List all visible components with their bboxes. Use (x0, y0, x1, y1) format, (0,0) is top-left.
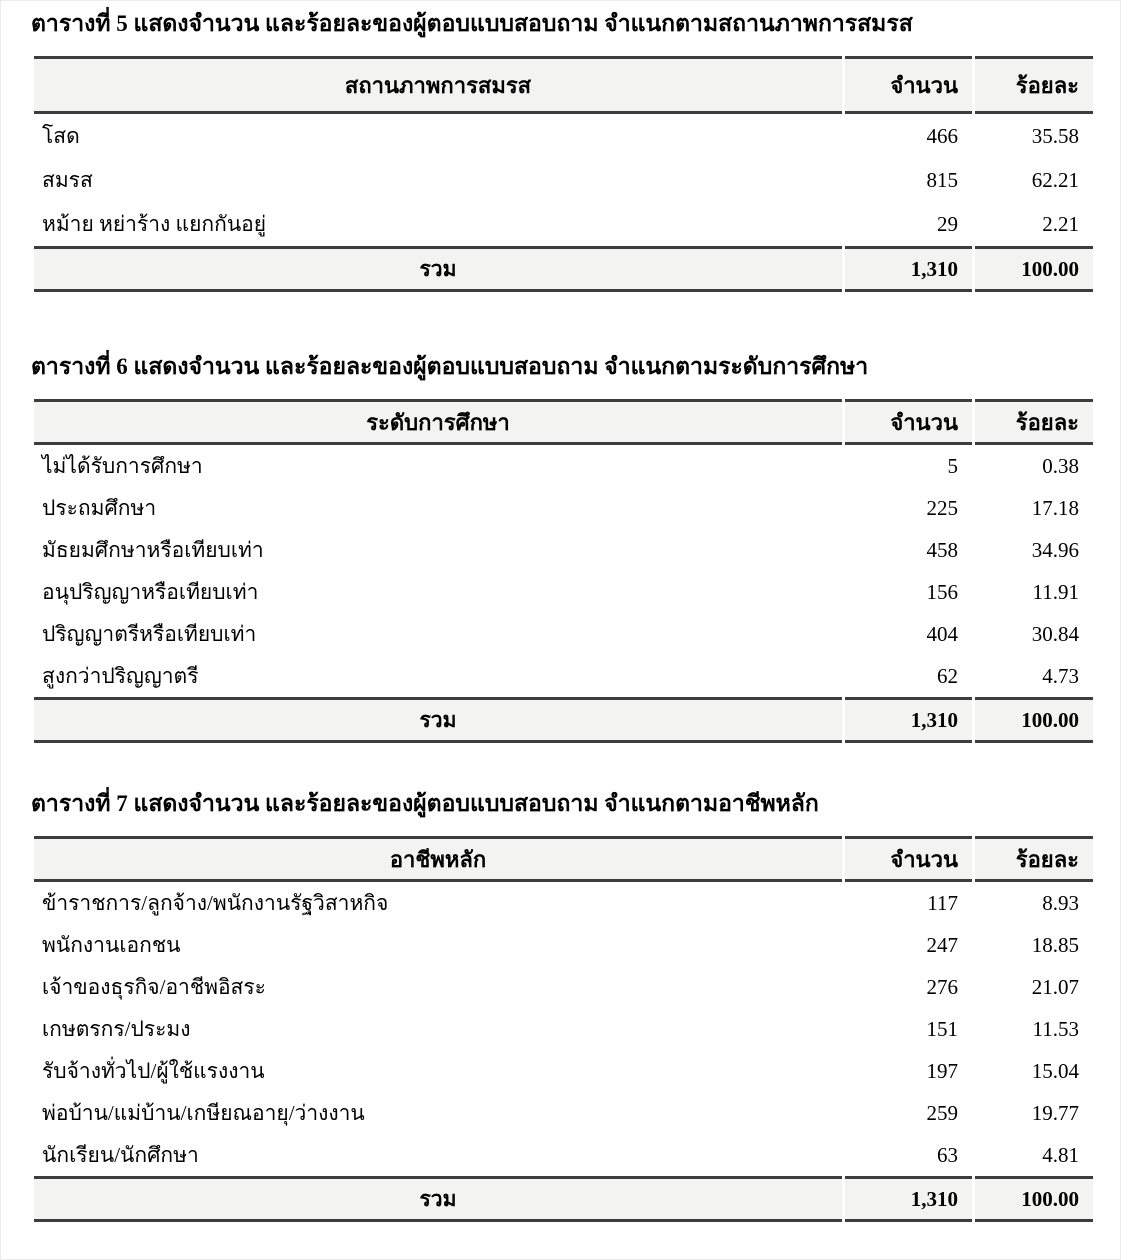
header-cell-percent: ร้อยละ (975, 399, 1093, 445)
percent-cell: 15.04 (975, 1050, 1093, 1092)
table-7-header-row (34, 836, 1093, 882)
count-cell: 259 (845, 1092, 972, 1134)
percent-cell: 2.21 (975, 202, 1093, 246)
count-cell: 156 (845, 571, 972, 613)
table-5-section (31, 7, 1094, 292)
table-row (34, 1092, 1093, 1134)
total-label-cell: รวม (34, 1176, 842, 1222)
table-row (34, 655, 1093, 697)
count-cell: 63 (845, 1134, 972, 1176)
percent-cell: 30.84 (975, 613, 1093, 655)
count-cell: 225 (845, 487, 972, 529)
header-cell-category: อาชีพหลัก (34, 836, 842, 882)
row-label-cell: พนักงานเอกชน (34, 924, 842, 966)
table-6-title: ตารางที่ 6 แสดงจำนวน และร้อยละของผู้ตอบแบบสอบถาม จำแนกตามระดับการศึกษา (31, 354, 869, 379)
percent-cell: 4.81 (975, 1134, 1093, 1176)
table-row (34, 487, 1093, 529)
table-row (34, 1134, 1093, 1176)
table-6 (31, 399, 1096, 743)
row-label-cell: ไม่ได้รับการศึกษา (34, 445, 842, 487)
count-cell: 404 (845, 613, 972, 655)
count-cell: 247 (845, 924, 972, 966)
row-label-cell: เกษตรกร/ประมง (34, 1008, 842, 1050)
header-cell-count: จำนวน (845, 836, 972, 882)
total-label-cell: รวม (34, 697, 842, 743)
count-cell: 117 (845, 882, 972, 924)
table-row (34, 114, 1093, 158)
count-cell: 5 (845, 445, 972, 487)
total-row (34, 697, 1093, 743)
total-percent-cell: 100.00 (975, 1176, 1093, 1222)
percent-cell: 4.73 (975, 655, 1093, 697)
count-cell: 29 (845, 202, 972, 246)
row-label-cell: ปริญญาตรีหรือเทียบเท่า (34, 613, 842, 655)
table-6-header-row (34, 399, 1093, 445)
total-percent-cell: 100.00 (975, 697, 1093, 743)
row-label-cell: เจ้าของธุรกิจ/อาชีพอิสระ (34, 966, 842, 1008)
count-cell: 466 (845, 114, 972, 158)
row-label-cell: รับจ้างทั่วไป/ผู้ใช้แรงงาน (34, 1050, 842, 1092)
row-label-cell: ประถมศึกษา (34, 487, 842, 529)
percent-cell: 18.85 (975, 924, 1093, 966)
total-percent-cell: 100.00 (975, 246, 1093, 292)
total-row (34, 1176, 1093, 1222)
total-row (34, 246, 1093, 292)
percent-cell: 34.96 (975, 529, 1093, 571)
table-7-title: ตารางที่ 7 แสดงจำนวน และร้อยละของผู้ตอบแบบสอบถาม จำแนกตามอาชีพหลัก (31, 791, 819, 816)
row-label-cell: หม้าย หย่าร้าง แยกกันอยู่ (34, 202, 842, 246)
row-label-cell: ข้าราชการ/ลูกจ้าง/พนักงานรัฐวิสาหกิจ (34, 882, 842, 924)
percent-cell: 62.21 (975, 158, 1093, 202)
header-cell-count: จำนวน (845, 399, 972, 445)
table-row (34, 966, 1093, 1008)
row-label-cell: สูงกว่าปริญญาตรี (34, 655, 842, 697)
row-label-cell: อนุปริญญาหรือเทียบเท่า (34, 571, 842, 613)
table-7-section (31, 787, 1094, 1222)
header-cell-percent: ร้อยละ (975, 836, 1093, 882)
row-label-cell: มัธยมศึกษาหรือเทียบเท่า (34, 529, 842, 571)
header-cell-category: สถานภาพการสมรส (34, 56, 842, 114)
table-row (34, 613, 1093, 655)
count-cell: 62 (845, 655, 972, 697)
table-row (34, 445, 1093, 487)
table-5 (31, 56, 1096, 292)
row-label-cell: โสด (34, 114, 842, 158)
table-row (34, 158, 1093, 202)
table-7 (31, 836, 1096, 1222)
table-row (34, 202, 1093, 246)
table-6-section (31, 350, 1094, 743)
percent-cell: 8.93 (975, 882, 1093, 924)
header-cell-category: ระดับการศึกษา (34, 399, 842, 445)
count-cell: 151 (845, 1008, 972, 1050)
percent-cell: 11.53 (975, 1008, 1093, 1050)
table-row (34, 924, 1093, 966)
percent-cell: 17.18 (975, 487, 1093, 529)
row-label-cell: สมรส (34, 158, 842, 202)
header-cell-count: จำนวน (845, 56, 972, 114)
percent-cell: 19.77 (975, 1092, 1093, 1134)
total-count-cell: 1,310 (845, 1176, 972, 1222)
percent-cell: 21.07 (975, 966, 1093, 1008)
total-count-cell: 1,310 (845, 697, 972, 743)
table-5-title: ตารางที่ 5 แสดงจำนวน และร้อยละของผู้ตอบแบบสอบถาม จำแนกตามสถานภาพการสมรส (31, 11, 913, 36)
total-label-cell: รวม (34, 246, 842, 292)
percent-cell: 0.38 (975, 445, 1093, 487)
table-row (34, 1050, 1093, 1092)
count-cell: 276 (845, 966, 972, 1008)
table-row (34, 571, 1093, 613)
count-cell: 197 (845, 1050, 972, 1092)
table-row (34, 1008, 1093, 1050)
percent-cell: 35.58 (975, 114, 1093, 158)
header-cell-percent: ร้อยละ (975, 56, 1093, 114)
table-row (34, 529, 1093, 571)
count-cell: 815 (845, 158, 972, 202)
table-5-header-row (34, 56, 1093, 114)
percent-cell: 11.91 (975, 571, 1093, 613)
row-label-cell: พ่อบ้าน/แม่บ้าน/เกษียณอายุ/ว่างงาน (34, 1092, 842, 1134)
table-row (34, 882, 1093, 924)
total-count-cell: 1,310 (845, 246, 972, 292)
count-cell: 458 (845, 529, 972, 571)
row-label-cell: นักเรียน/นักศึกษา (34, 1134, 842, 1176)
